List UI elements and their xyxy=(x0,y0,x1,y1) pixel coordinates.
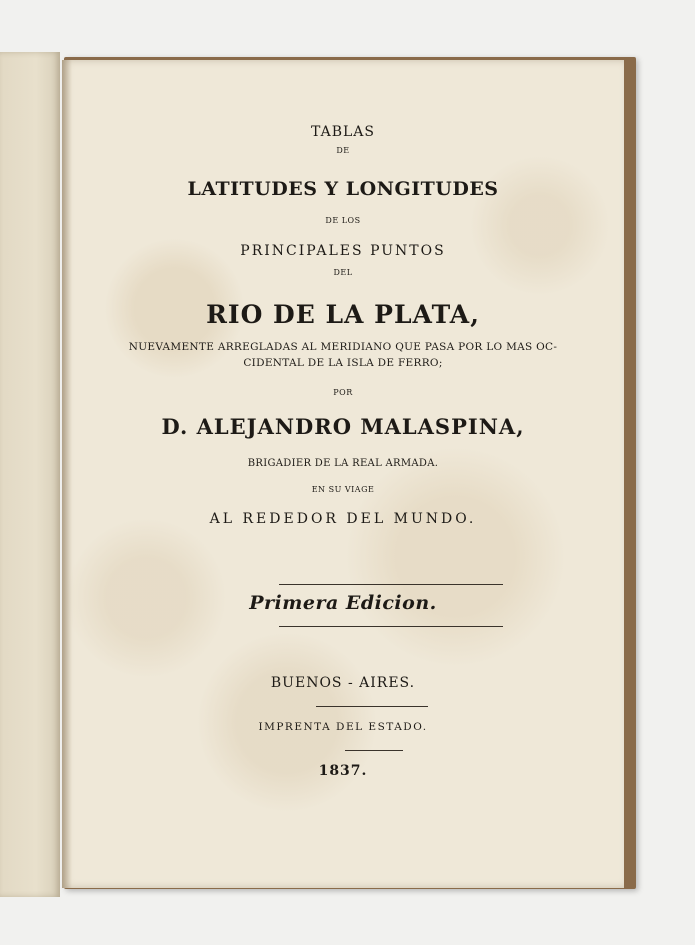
title-del: DEL xyxy=(333,268,353,277)
divider-rule xyxy=(316,706,428,707)
title-latitudes: LATITUDES Y LONGITUDES xyxy=(187,178,499,200)
voyage-label: EN SU VIAGE xyxy=(311,485,375,494)
by-label: POR xyxy=(333,388,353,397)
edition-label: Primera Edicion. xyxy=(249,592,437,614)
author-rank: BRIGADIER DE LA REAL ARMADA. xyxy=(247,458,439,469)
imprint-year: 1837. xyxy=(318,763,368,779)
title-de: DE xyxy=(336,146,350,155)
voyage-title: AL REDEDOR DEL MUNDO. xyxy=(209,511,477,527)
binding-shadow xyxy=(62,60,72,888)
title-de-los: DE LOS xyxy=(325,216,361,225)
title-tablas: TABLAS xyxy=(311,124,375,140)
divider-rule xyxy=(279,584,503,585)
author-name: D. ALEJANDRO MALASPINA, xyxy=(161,414,525,439)
title-rio: RIO DE LA PLATA, xyxy=(206,300,480,329)
subtitle-line-1: NUEVAMENTE ARREGLADAS AL MERIDIANO QUE PASA POR LO MAS OC- xyxy=(128,341,558,353)
title-principales: PRINCIPALES PUNTOS xyxy=(240,243,446,259)
title-page xyxy=(62,60,624,888)
subtitle-line-2: CIDENTAL DE LA ISLA DE FERRO; xyxy=(243,357,443,369)
divider-rule xyxy=(279,626,503,627)
divider-rule xyxy=(345,750,403,751)
imprint-printer: IMPRENTA DEL ESTADO. xyxy=(258,721,428,733)
imprint-city: BUENOS - AIRES. xyxy=(270,675,416,691)
left-page-edge xyxy=(0,52,60,897)
